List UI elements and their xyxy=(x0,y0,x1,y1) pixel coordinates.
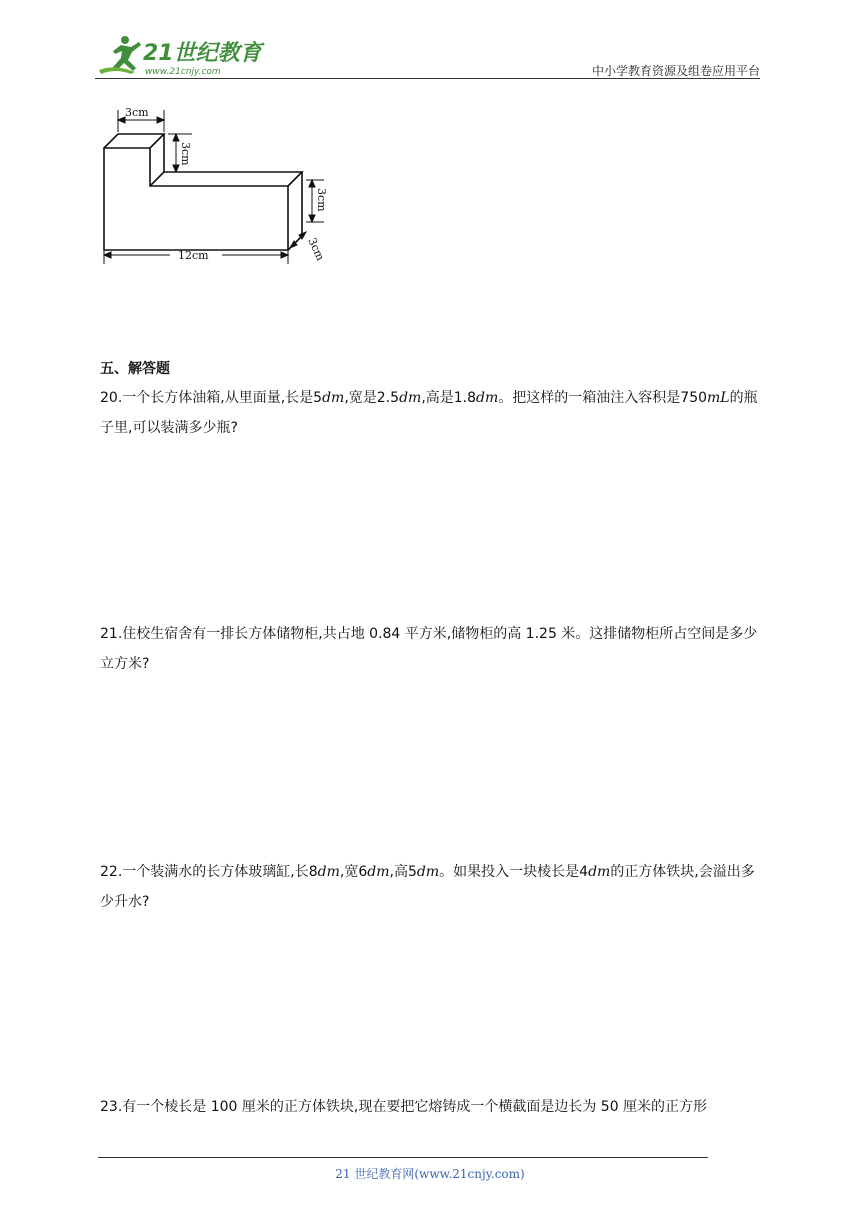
platform-name: 中小学教育资源及组卷应用平台 xyxy=(591,64,760,78)
question-text: ,宽是 xyxy=(344,390,377,406)
question-number: 23. xyxy=(100,1099,123,1115)
footer-divider xyxy=(98,1157,708,1158)
logo-text: 21世纪教育 xyxy=(143,41,262,66)
logo-url: www.21cnjy.com xyxy=(145,67,221,77)
question-text: 一个装满水的长方体玻璃缸,长 xyxy=(122,864,309,880)
question-text: 的正方体铁块,会溢出多少升水? xyxy=(100,864,755,910)
question-23 xyxy=(100,1092,760,1122)
dim-label-step: 3cm xyxy=(179,142,192,166)
l-shape-figure xyxy=(98,100,348,270)
value: 750 xyxy=(680,390,708,406)
header-divider xyxy=(95,78,760,79)
unit: dm xyxy=(367,864,390,880)
dim-label-bottom: 12cm xyxy=(178,249,209,262)
unit: mL xyxy=(707,390,730,406)
question-text: ,高 xyxy=(389,864,408,880)
section-title: 五、解答题 xyxy=(100,361,170,377)
dim-label-depth: 3cm xyxy=(305,235,328,263)
dim-label-right: 3cm xyxy=(315,188,328,212)
question-20 xyxy=(100,383,760,443)
question-text: 一个长方体油箱,从里面量,长是 xyxy=(122,390,314,406)
unit: dm xyxy=(476,390,499,406)
question-number: 20. xyxy=(100,390,123,406)
value: 4 xyxy=(579,864,589,880)
question-text: 的瓶子里,可以装满多少瓶? xyxy=(100,390,758,436)
question-text: 住校生宿舍有一排长方体储物柜,共占地 0.84 平方米,储物柜的高 1.25 米。这排储物柜所占空间是多少立方米? xyxy=(100,626,758,672)
runner-icon xyxy=(99,36,141,74)
question-text: 。如果投入一块棱长是 xyxy=(439,864,580,880)
value: 2.5 xyxy=(376,390,400,406)
page-header xyxy=(95,30,760,80)
unit: dm xyxy=(416,864,440,880)
question-text: ,高是 xyxy=(421,390,454,406)
value: 1.8 xyxy=(453,390,477,406)
question-21 xyxy=(100,619,760,679)
value: 5 xyxy=(313,390,323,406)
question-22 xyxy=(100,857,760,917)
footer-link[interactable]: 21 世纪教育网(www.21cnjy.com) xyxy=(335,1167,525,1181)
unit: dm xyxy=(317,864,340,880)
value: 6 xyxy=(358,864,368,880)
unit: dm xyxy=(322,390,345,406)
question-text: ,宽 xyxy=(339,864,359,880)
unit: dm xyxy=(399,390,422,406)
logo xyxy=(95,30,265,80)
value: 5 xyxy=(407,864,417,880)
value: 8 xyxy=(308,864,318,880)
question-text: 有一个棱长是 100 厘米的正方体铁块,现在要把它熔铸成一个横截面是边长为 50 厘米的正方形 xyxy=(122,1099,708,1115)
unit: dm xyxy=(588,864,611,880)
dim-label-top: 3cm xyxy=(125,106,149,119)
question-text: 。把这样的一箱油注入容积是 xyxy=(498,390,681,406)
question-number: 21. xyxy=(100,626,123,642)
question-number: 22. xyxy=(100,864,123,880)
